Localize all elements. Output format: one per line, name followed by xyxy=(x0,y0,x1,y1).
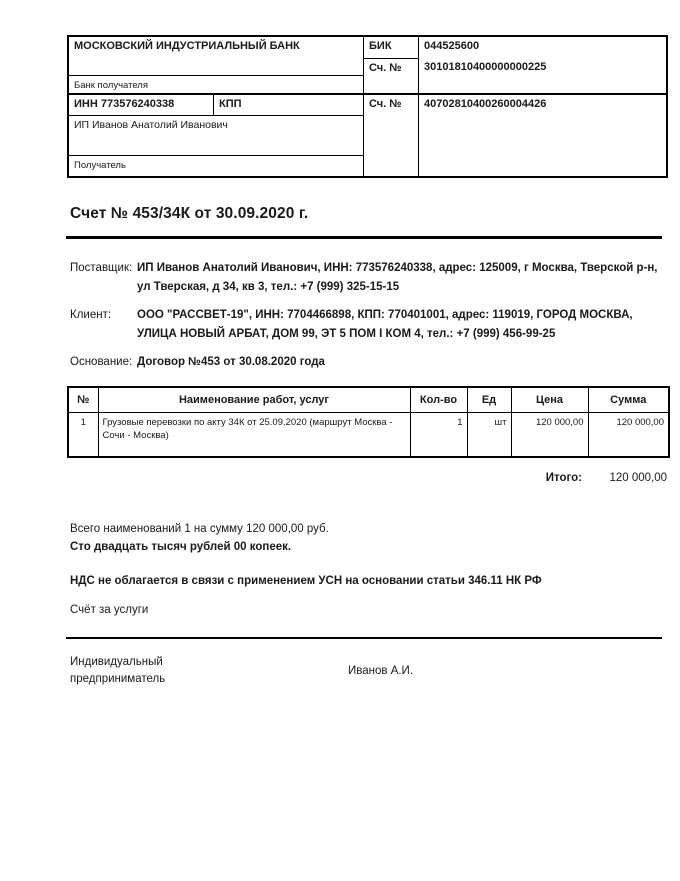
summary-section xyxy=(70,520,668,616)
bik-label: БИК xyxy=(363,37,418,59)
supplier-label: Поставщик: xyxy=(70,261,133,274)
account-label: Сч. № xyxy=(363,95,418,176)
bank-account-values xyxy=(418,37,666,95)
item-sum: 120 000,00 xyxy=(588,413,669,457)
item-price: 120 000,00 xyxy=(511,413,588,457)
header-sum: Сумма xyxy=(588,387,669,413)
signer-role: Индивидуальный предприниматель xyxy=(70,656,166,685)
header-name: Наименование работ, услуг xyxy=(98,387,410,413)
kpp-label: КПП xyxy=(213,95,363,115)
account-value: 40702810400260004426 xyxy=(418,95,666,176)
total-value: 120 000,00 xyxy=(609,471,667,484)
supplier-value: ИП Иванов Анатолий Иванович, ИНН: 773576240338, адрес: 125009, г Москва, Тверской р-н, ул Тверская, д 34, кв 3, тел.: +7 (999) 325-15-15 xyxy=(137,261,658,293)
basis-label: Основание: xyxy=(70,355,133,368)
invoice-note: Счёт за услуги xyxy=(70,603,149,616)
bank-requisites-table xyxy=(67,35,668,178)
item-name: Грузовые перевозки по акту 34К от 25.09.2020 (маршрут Москва - Сочи - Москва) xyxy=(98,413,410,457)
payee-label: Получатель xyxy=(74,160,126,171)
item-qty: 1 xyxy=(410,413,467,457)
signature-divider xyxy=(66,637,662,640)
corr-account-value: 30101810400000000225 xyxy=(424,61,547,73)
items-table xyxy=(67,386,670,458)
client-label: Клиент: xyxy=(70,308,112,321)
vat-note: НДС не облагается в связи с применением УСН на основании статьи 346.11 НК РФ xyxy=(70,574,542,587)
inn-kpp-row xyxy=(69,95,363,116)
parties-section xyxy=(70,259,668,372)
basis-row xyxy=(70,353,668,372)
items-total-line: Всего наименований 1 на сумму 120 000,00 руб. xyxy=(70,522,329,535)
item-unit: шт xyxy=(467,413,511,457)
invoice-title: Счет № 453/34К от 30.09.2020 г. xyxy=(70,205,309,222)
basis-value: Договор №453 от 30.08.2020 года xyxy=(137,355,325,368)
total-row xyxy=(67,472,668,484)
client-value: ООО "РАССВЕТ-19", ИНН: 7704466898, КПП: 770401001, адрес: 119019, ГОРОД МОСКВА, УЛИЦА НОВЫЙ АРБАТ, ДОМ 99, ЭТ 5 ПОМ I КОМ 4, тел.: +7 (999) 456-99-25 xyxy=(137,308,633,340)
title-divider xyxy=(66,236,662,239)
signature-section xyxy=(70,654,668,688)
bank-payee-label: Банк получателя xyxy=(69,76,363,95)
table-row xyxy=(68,413,669,457)
header-num: № xyxy=(68,387,98,413)
items-table-header xyxy=(68,387,669,413)
item-num: 1 xyxy=(68,413,98,457)
bik-value: 044525600 xyxy=(424,40,480,52)
header-qty: Кол-во xyxy=(410,387,467,413)
corr-account-label: Сч. № xyxy=(363,59,418,95)
payee-inn: ИНН 773576240338 xyxy=(74,98,175,110)
header-unit: Ед xyxy=(467,387,511,413)
total-label: Итого: xyxy=(545,471,582,484)
signer-name: Иванов А.И. xyxy=(348,665,414,677)
amount-in-words: Сто двадцать тысяч рублей 00 копеек. xyxy=(70,540,292,553)
header-price: Цена xyxy=(511,387,588,413)
invoice-content xyxy=(67,35,668,688)
supplier-row xyxy=(70,259,668,297)
payee-name: ИП Иванов Анатолий Иванович xyxy=(69,116,363,156)
bank-name: МОСКОВСКИЙ ИНДУСТРИАЛЬНЫЙ БАНК xyxy=(69,37,363,76)
client-row xyxy=(70,306,668,344)
